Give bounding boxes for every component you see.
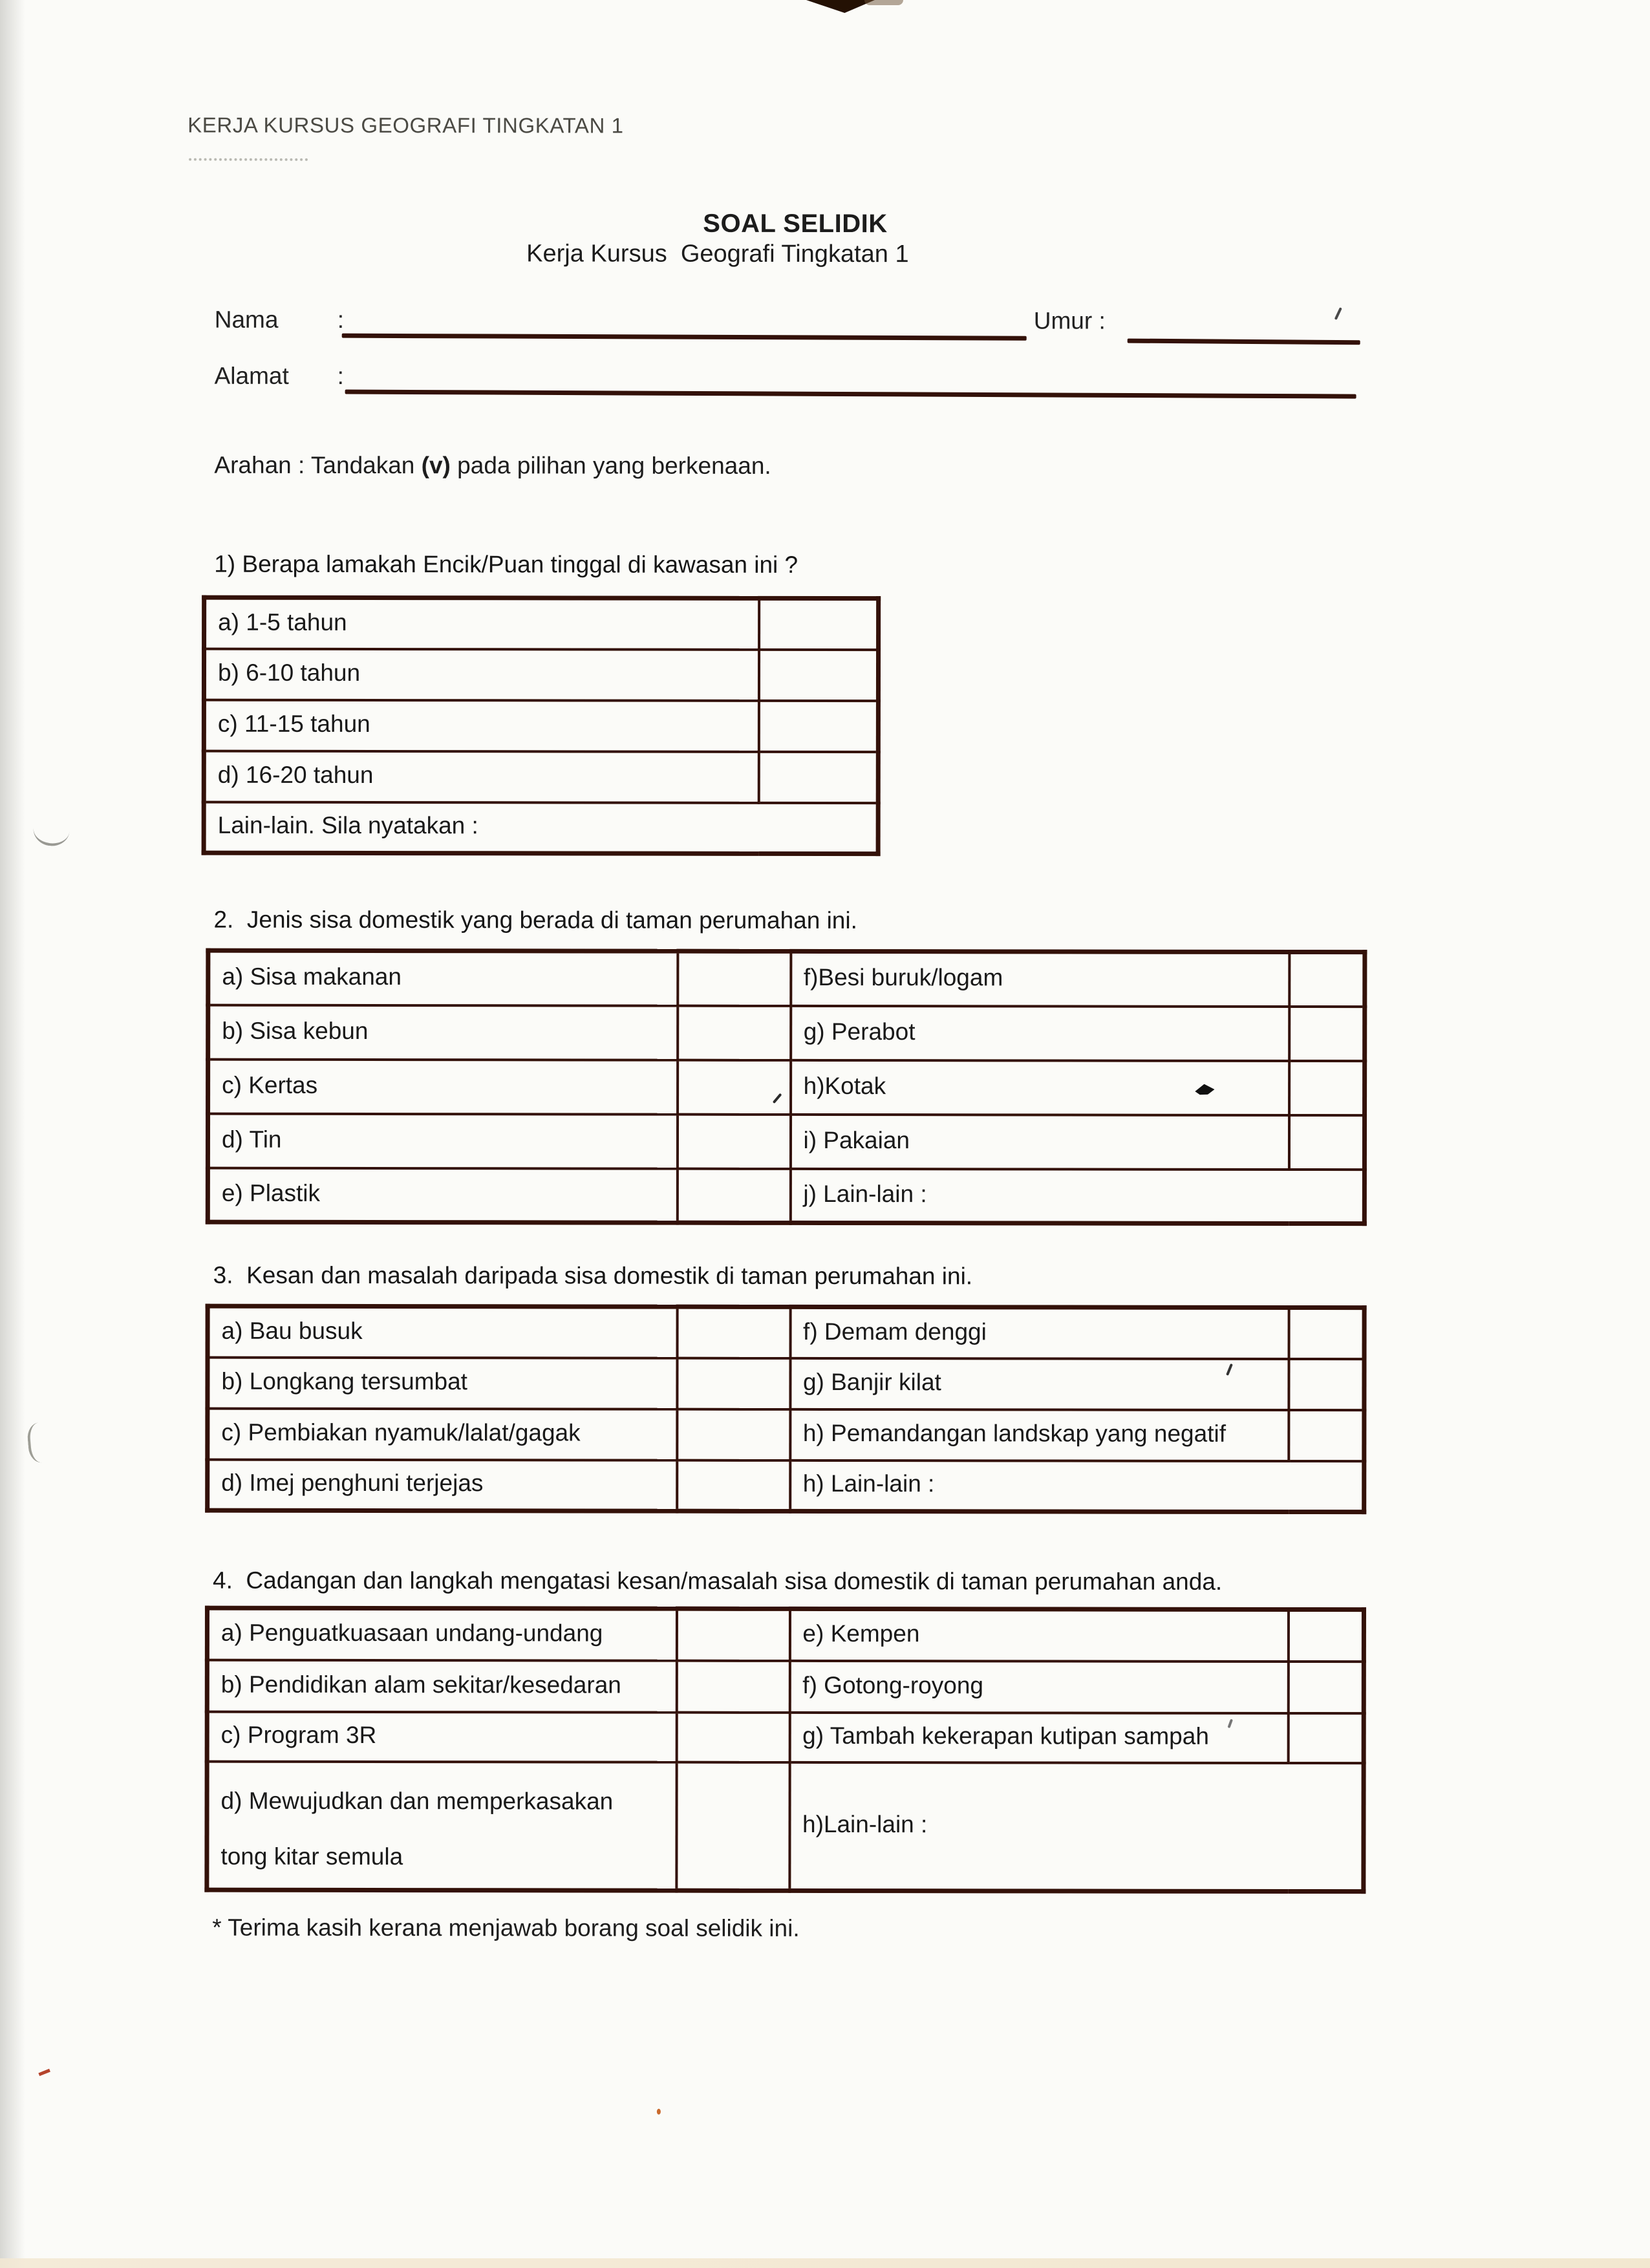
red-ink-mark <box>36 2063 50 2076</box>
option-cell: a) Bau busuk <box>208 1306 677 1358</box>
checkbox-cell[interactable] <box>678 951 791 1005</box>
question-1-heading: 1) Berapa lamakah Encik/Puan tinggal di kawasan ini ? <box>214 550 798 578</box>
checkbox-cell[interactable] <box>1289 1359 1364 1410</box>
option-cell: e) Kempen <box>789 1609 1288 1661</box>
ink-speck <box>657 2109 661 2115</box>
option-cell: g) Banjir kilat <box>790 1358 1289 1409</box>
option-cell: i) Pakaian <box>790 1114 1289 1169</box>
scan-scratch-mark <box>32 824 70 848</box>
checkbox-cell[interactable] <box>1289 1115 1364 1170</box>
option-cell: b) Sisa kebun <box>208 1005 678 1060</box>
question-3-heading: 3. Kesan dan masalah daripada sisa domestik di taman perumahan ini. <box>213 1261 973 1290</box>
alamat-input-line[interactable] <box>345 390 1356 399</box>
option-cell: b) 6-10 tahun <box>204 648 758 700</box>
nama-input-line[interactable] <box>342 334 1027 341</box>
checkbox-cell[interactable] <box>676 1609 789 1660</box>
ink-mark <box>1334 307 1342 320</box>
option-cell: c) 11-15 tahun <box>204 700 758 751</box>
table-row <box>208 1357 1364 1409</box>
instruction-text: Arahan : Tandakan (v) pada pilihan yang berkenaan. <box>214 451 771 479</box>
option-cell: h)Lain-lain : <box>789 1762 1364 1892</box>
table-row <box>208 1459 1364 1512</box>
table-row <box>207 1660 1364 1713</box>
checkbox-cell[interactable] <box>676 1660 789 1712</box>
table-row <box>204 648 878 700</box>
option-cell: a) Sisa makanan <box>208 950 678 1005</box>
checkbox-cell[interactable] <box>1289 1410 1364 1461</box>
option-cell: h)Kotak <box>791 1060 1289 1115</box>
question-2-table <box>206 948 1367 1226</box>
checkbox-cell[interactable] <box>758 751 878 802</box>
table-row <box>208 1005 1365 1060</box>
option-cell: a) Penguatkuasaan undang-undang <box>207 1608 676 1660</box>
checkbox-cell[interactable] <box>1289 952 1365 1007</box>
checkbox-cell[interactable] <box>677 1114 790 1168</box>
option-cell: a) 1-5 tahun <box>204 597 759 649</box>
option-cell: f) Demam denggi <box>790 1307 1289 1358</box>
question-2-heading: 2. Jenis sisa domestik yang berada di taman perumahan ini. <box>213 906 857 934</box>
table-row <box>208 950 1365 1006</box>
form-title: SOAL SELIDIK <box>703 209 888 239</box>
checkbox-cell[interactable] <box>677 1307 790 1358</box>
option-cell: d) Imej penghuni terjejas <box>208 1459 677 1511</box>
option-cell: c) Pembiakan nyamuk/lalat/gagak <box>208 1408 677 1460</box>
alamat-colon: : <box>337 362 344 389</box>
table-row <box>208 1306 1364 1358</box>
checkbox-cell[interactable] <box>1288 1662 1364 1713</box>
question-4-heading: 4. Cadangan dan langkah mengatasi kesan/masalah sisa domestik di taman perumahan anda. <box>213 1567 1223 1595</box>
checkbox-cell[interactable] <box>1289 1308 1364 1359</box>
alamat-label: Alamat <box>214 362 289 389</box>
checkbox-cell[interactable] <box>759 598 879 649</box>
table-row <box>208 1113 1364 1169</box>
option-cell: c) Program 3R <box>207 1711 676 1762</box>
option-cell: d) 16-20 tahun <box>204 751 758 802</box>
table-row <box>204 597 879 649</box>
option-cell: h) Lain-lain : <box>790 1460 1364 1512</box>
checkbox-cell[interactable] <box>1289 1007 1365 1061</box>
faint-dashed-line <box>189 158 308 161</box>
option-cell: c) Kertas <box>208 1059 678 1114</box>
umur-input-line[interactable] <box>1128 339 1360 345</box>
checkbox-cell[interactable] <box>1288 1713 1364 1763</box>
nama-colon: : <box>337 306 345 333</box>
checkbox-cell[interactable] <box>677 1409 790 1460</box>
table-row <box>204 802 878 853</box>
option-cell: Lain-lain. Sila nyatakan : <box>204 802 878 853</box>
umur-label: Umur : <box>1033 307 1106 334</box>
option-cell: h) Pemandangan landskap yang negatif <box>790 1409 1289 1460</box>
nama-label: Nama <box>214 306 279 333</box>
option-cell: d) Tin <box>208 1113 677 1168</box>
corner-header: KERJA KURSUS GEOGRAFI TINGKATAN 1 <box>188 112 624 138</box>
option-cell: b) Longkang tersumbat <box>208 1357 677 1409</box>
checkbox-cell[interactable] <box>676 1712 789 1762</box>
checkbox-cell[interactable] <box>1288 1610 1364 1662</box>
option-cell: f)Besi buruk/logam <box>791 951 1289 1006</box>
checkbox-cell[interactable] <box>677 1460 790 1511</box>
checkbox-cell[interactable] <box>758 649 878 700</box>
question-1-table <box>202 595 881 856</box>
scan-scratch-mark <box>27 1422 54 1464</box>
checkbox-cell[interactable] <box>677 1168 790 1223</box>
option-cell: e) Plastik <box>208 1168 677 1223</box>
question-4-table <box>204 1606 1366 1894</box>
question-3-table <box>205 1304 1366 1515</box>
table-row <box>208 1408 1364 1460</box>
form-subtitle: Kerja Kursus Geografi Tingkatan 1 <box>526 240 909 268</box>
option-cell: f) Gotong-royong <box>789 1660 1288 1713</box>
table-row <box>208 1168 1364 1223</box>
table-row <box>208 1059 1365 1115</box>
thank-you-note: * Terima kasih kerana menjawab borang soal selidik ini. <box>212 1914 800 1942</box>
checkbox-cell[interactable] <box>677 1358 790 1409</box>
option-cell: b) Pendidikan alam sekitar/kesedaran <box>207 1660 676 1712</box>
table-row <box>204 751 878 802</box>
table-row <box>207 1711 1364 1762</box>
option-cell: j) Lain-lain : <box>790 1168 1364 1223</box>
checkbox-cell[interactable] <box>678 1060 791 1114</box>
checkbox-cell[interactable] <box>758 700 878 751</box>
checkbox-cell[interactable] <box>676 1762 789 1891</box>
option-cell: d) Mewujudkan dan memperkasakan tong kitar semula <box>207 1761 676 1890</box>
option-cell: g) Tambah kekerapan kutipan sampah <box>789 1712 1288 1762</box>
table-row <box>204 700 878 751</box>
table-row <box>207 1608 1364 1661</box>
option-cell: g) Perabot <box>791 1005 1289 1060</box>
table-row <box>207 1761 1364 1892</box>
checkbox-cell[interactable] <box>1289 1061 1365 1115</box>
tick-symbol: (v) <box>421 452 451 479</box>
checkbox-cell[interactable] <box>678 1005 791 1060</box>
